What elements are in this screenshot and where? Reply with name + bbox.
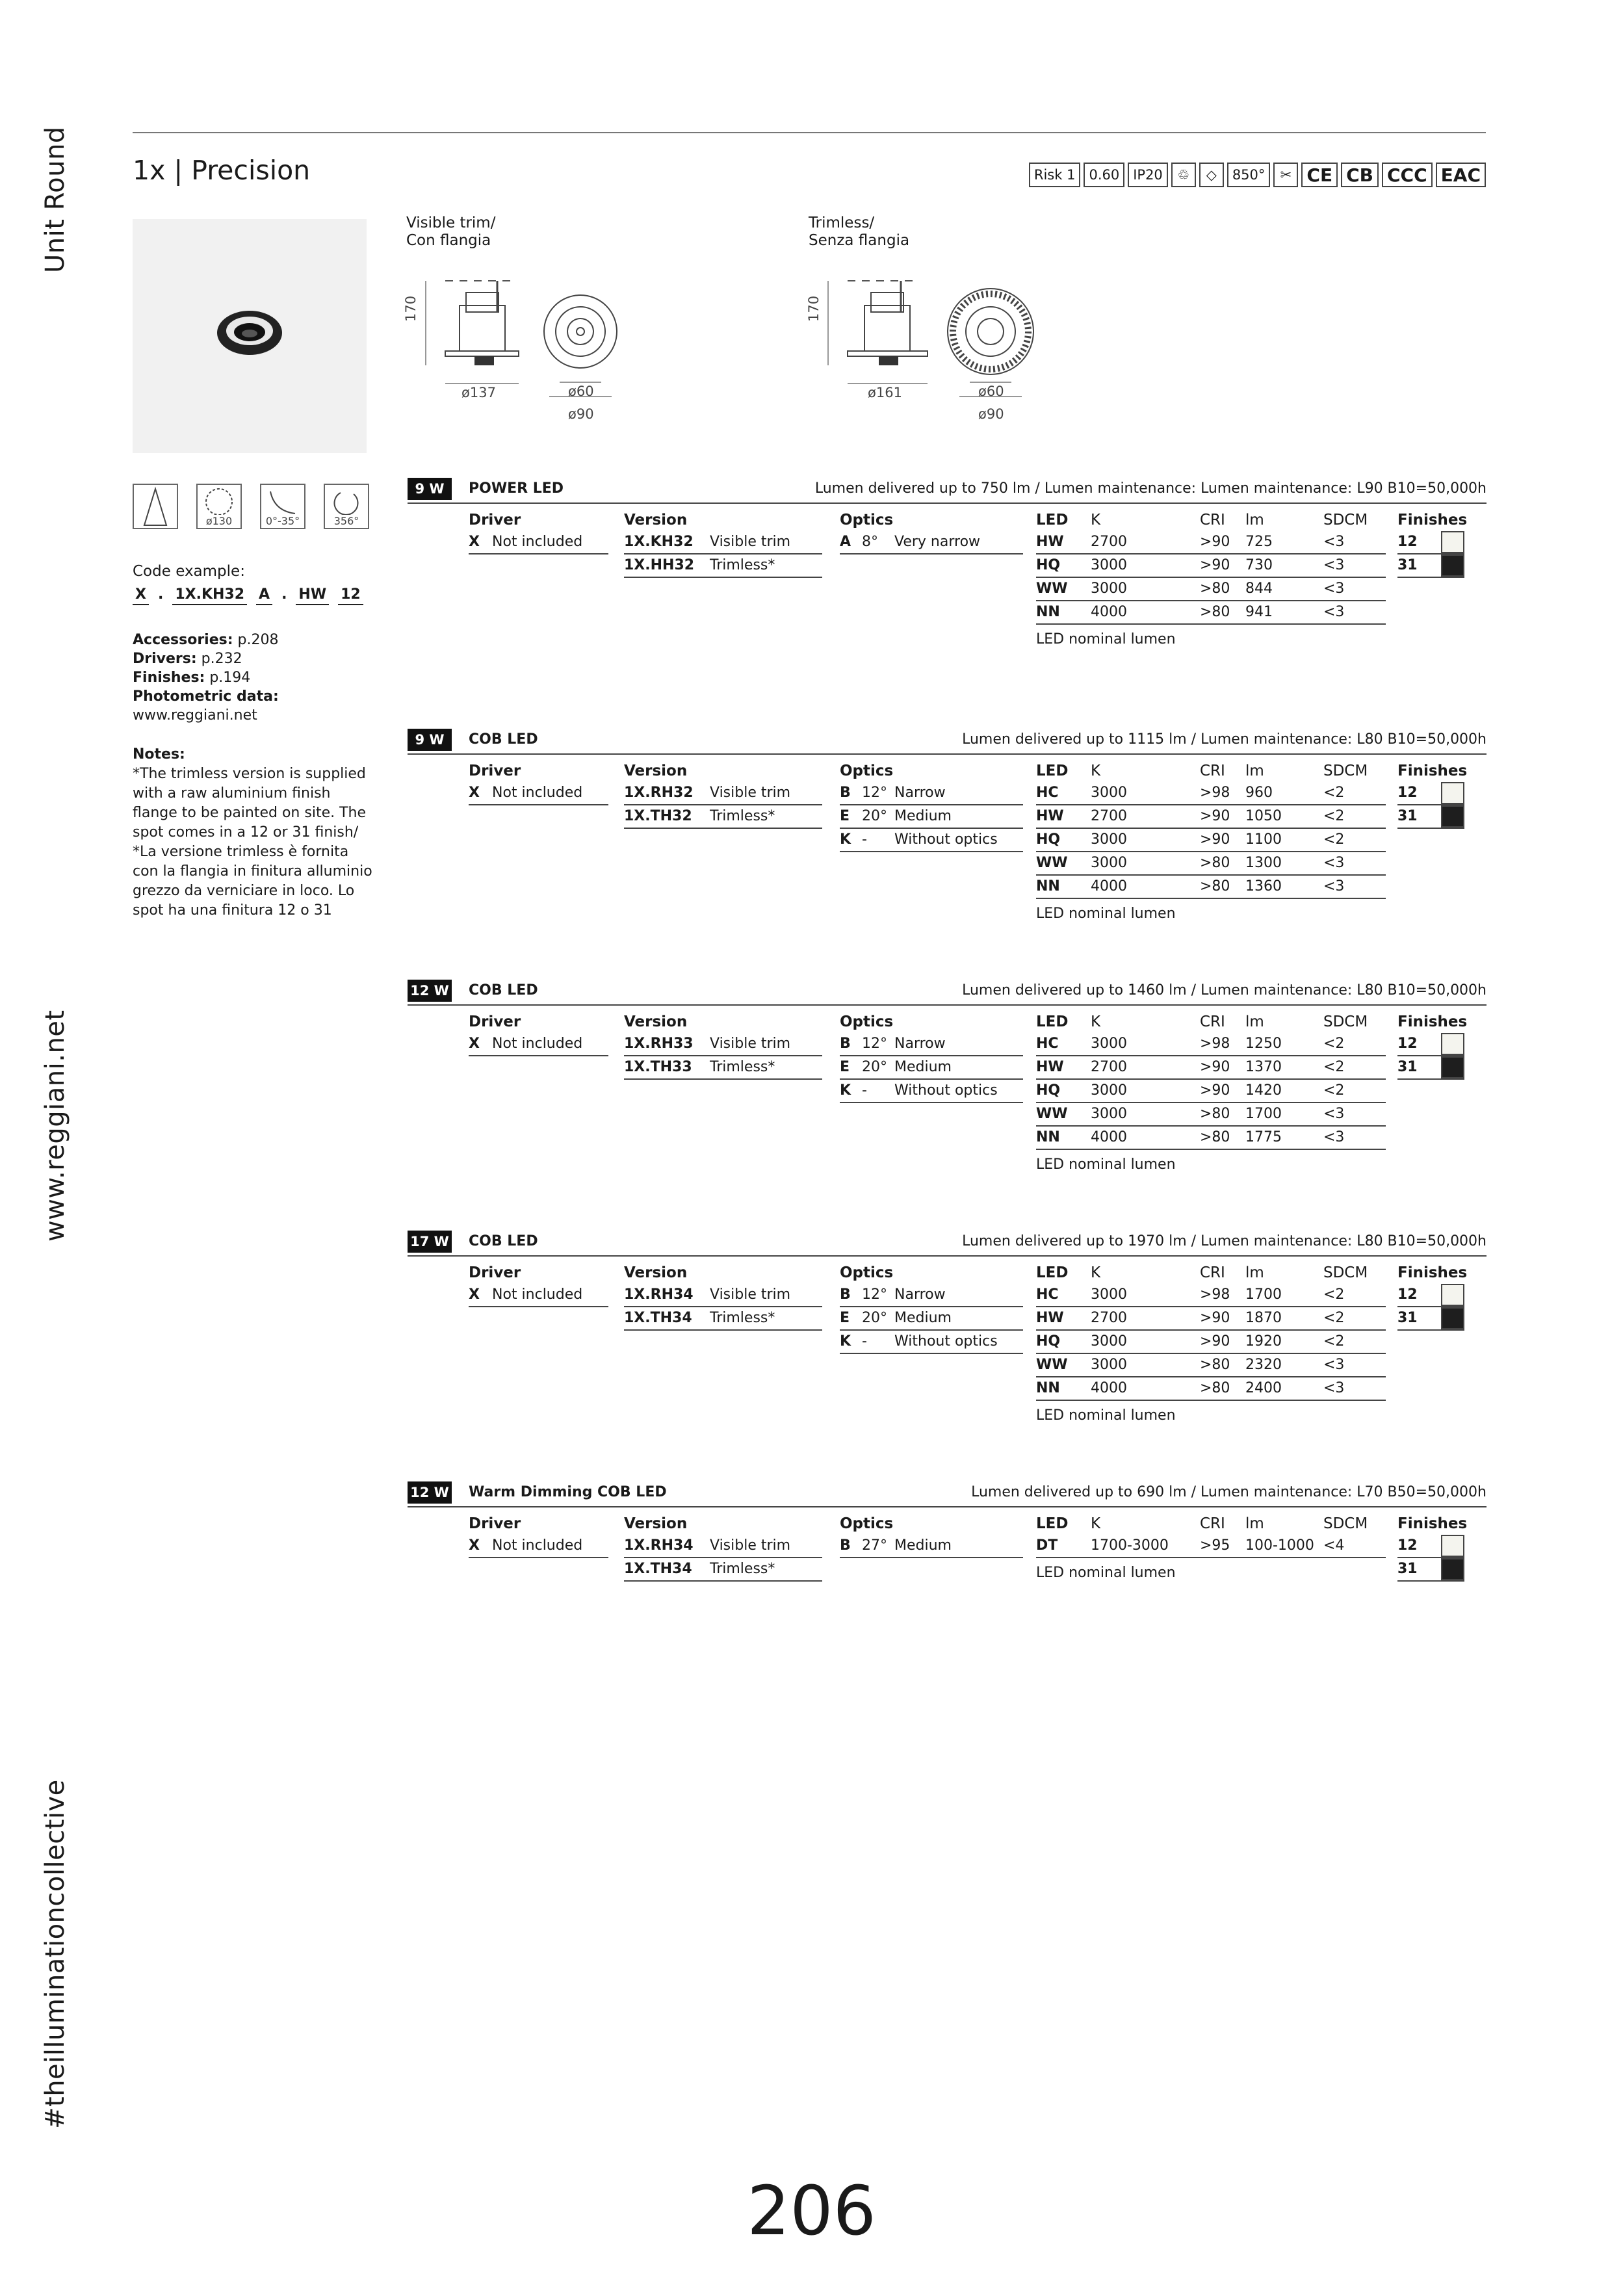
version-column bbox=[624, 509, 822, 578]
version-row: 1X.RH34 Visible trim bbox=[624, 1284, 822, 1307]
led-column bbox=[1036, 1011, 1386, 1173]
finish-swatch bbox=[1441, 805, 1464, 828]
trimless-label: Trimless/ Senza flangia bbox=[809, 215, 910, 249]
tl-diameter-dim: ø161 bbox=[868, 385, 902, 400]
led-column bbox=[1036, 1513, 1386, 1581]
vt-height-dim: 170 bbox=[403, 295, 419, 322]
led-row: WW 3000 >80 1700 <3 bbox=[1036, 1103, 1386, 1127]
spotlight-image bbox=[133, 219, 367, 453]
driver-row: X Not included bbox=[469, 782, 608, 805]
led-type: COB LED bbox=[469, 982, 538, 998]
finish-row: 12 bbox=[1397, 531, 1464, 554]
finishes-column bbox=[1397, 1513, 1468, 1582]
finish-swatch bbox=[1441, 1033, 1464, 1055]
led-row: HQ 3000 >90 1920 <2 bbox=[1036, 1331, 1386, 1354]
finishes-header: Finishes bbox=[1397, 1264, 1468, 1281]
code-part: 12 bbox=[338, 586, 363, 605]
certification-icon: ✂ bbox=[1273, 163, 1298, 187]
led-row: NN 4000 >80 1775 <3 bbox=[1036, 1127, 1386, 1150]
nominal-lumen-note: LED nominal lumen bbox=[1036, 1565, 1176, 1581]
version-row: 1X.TH33 Trimless* bbox=[624, 1056, 822, 1080]
driver-column bbox=[469, 1262, 608, 1307]
driver-column bbox=[469, 1513, 608, 1558]
visible-trim-label: Visible trim/ Con flangia bbox=[406, 215, 496, 249]
led-row: WW 3000 >80 844 <3 bbox=[1036, 578, 1386, 601]
certification-icons bbox=[1029, 163, 1486, 187]
optics-column bbox=[840, 1513, 1023, 1558]
driver-column bbox=[469, 509, 608, 554]
tl-front-dim: ø60 bbox=[978, 384, 1004, 399]
led-header-row: LED K CRI lm SDCM bbox=[1036, 512, 1368, 528]
optics-column bbox=[840, 509, 1023, 554]
version-row: 1X.RH32 Visible trim bbox=[624, 782, 822, 805]
optics-header: Optics bbox=[840, 1264, 894, 1281]
code-example bbox=[133, 586, 363, 605]
finishes-header: Finishes bbox=[1397, 1013, 1468, 1030]
led-row: HC 3000 >98 1700 <2 bbox=[1036, 1284, 1386, 1307]
driver-row: X Not included bbox=[469, 1284, 608, 1307]
certification-icon: CE bbox=[1301, 163, 1338, 187]
version-row: 1X.RH33 Visible trim bbox=[624, 1033, 822, 1056]
driver-header: Driver bbox=[469, 512, 521, 528]
pictogram-row bbox=[133, 484, 369, 529]
vt-cut-dim: ø90 bbox=[568, 406, 594, 422]
version-row: 1X.TH34 Trimless* bbox=[624, 1558, 822, 1582]
led-row: WW 3000 >80 2320 <3 bbox=[1036, 1354, 1386, 1377]
led-row: NN 4000 >80 941 <3 bbox=[1036, 601, 1386, 625]
optics-row: E 20° Medium bbox=[840, 1307, 1023, 1331]
finish-row: 31 bbox=[1397, 1307, 1464, 1331]
finish-row: 12 bbox=[1397, 1033, 1464, 1056]
wattage-badge: 12 W bbox=[408, 1481, 452, 1504]
led-row: DT 1700-3000 >95 100-1000 <4 bbox=[1036, 1535, 1386, 1558]
driver-header: Driver bbox=[469, 1013, 521, 1030]
certification-icon: CCC bbox=[1382, 163, 1433, 187]
optics-row: K - Without optics bbox=[840, 829, 1023, 852]
finish-swatch bbox=[1441, 1558, 1464, 1580]
code-part: A bbox=[256, 586, 272, 605]
version-header: Version bbox=[624, 763, 688, 779]
lumen-info: Lumen delivered up to 1115 lm / Lumen maintenance: L80 B10=50,000h bbox=[962, 731, 1487, 748]
led-type: Warm Dimming COB LED bbox=[469, 1484, 667, 1500]
led-type: POWER LED bbox=[469, 480, 564, 497]
led-row: NN 4000 >80 1360 <3 bbox=[1036, 876, 1386, 899]
led-header-row: LED K CRI lm SDCM bbox=[1036, 1013, 1368, 1030]
notes-block: Notes: *The trimless version is supplied with a raw aluminium finish flange to be painted on site. The spot comes in a 12 or 31 finish/ *La versione trimless è fornita con la flangia in finitura alluminio grezzo da verniciare in loco. Lo spot ha una finitura 12 o 31 bbox=[133, 746, 372, 919]
finish-row: 12 bbox=[1397, 1284, 1464, 1307]
wattage-badge: 17 W bbox=[408, 1231, 452, 1253]
code-part: HW bbox=[296, 586, 329, 605]
optics-header: Optics bbox=[840, 763, 894, 779]
certification-icon: IP20 bbox=[1128, 163, 1168, 187]
led-row: HQ 3000 >90 730 <3 bbox=[1036, 554, 1386, 578]
lumen-info: Lumen delivered up to 1460 lm / Lumen maintenance: L80 B10=50,000h bbox=[962, 982, 1487, 998]
led-row: HW 2700 >90 1870 <2 bbox=[1036, 1307, 1386, 1331]
version-header: Version bbox=[624, 512, 688, 528]
sidebar-category: Unit Round bbox=[40, 126, 70, 273]
certification-icon: ♲ bbox=[1171, 163, 1196, 187]
driver-header: Driver bbox=[469, 1264, 521, 1281]
code-part: . bbox=[157, 586, 164, 603]
tl-height-dim: 170 bbox=[806, 295, 822, 322]
finish-swatch bbox=[1441, 1307, 1464, 1329]
finishes-column bbox=[1397, 509, 1468, 578]
version-column bbox=[624, 1262, 822, 1331]
driver-column bbox=[469, 1011, 608, 1056]
led-type: COB LED bbox=[469, 1233, 538, 1249]
led-row: NN 4000 >80 2400 <3 bbox=[1036, 1377, 1386, 1401]
led-header-row: LED K CRI lm SDCM bbox=[1036, 763, 1368, 779]
cutout-diameter-icon: ø130 bbox=[196, 484, 242, 529]
optics-column bbox=[840, 760, 1023, 852]
driver-header: Driver bbox=[469, 763, 521, 779]
optics-row: B 27° Medium bbox=[840, 1535, 1023, 1558]
lumen-info: Lumen delivered up to 1970 lm / Lumen maintenance: L80 B10=50,000h bbox=[962, 1233, 1487, 1249]
led-column bbox=[1036, 1262, 1386, 1424]
vt-front-dim: ø60 bbox=[568, 384, 594, 399]
nominal-lumen-note: LED nominal lumen bbox=[1036, 1407, 1176, 1424]
vt-diameter-dim: ø137 bbox=[461, 385, 496, 400]
led-row: WW 3000 >80 1300 <3 bbox=[1036, 852, 1386, 876]
page-number: 206 bbox=[747, 2171, 876, 2250]
led-row: HC 3000 >98 1250 <2 bbox=[1036, 1033, 1386, 1056]
driver-row: X Not included bbox=[469, 1033, 608, 1056]
led-row: HW 2700 >90 1050 <2 bbox=[1036, 805, 1386, 829]
version-row: 1X.RH34 Visible trim bbox=[624, 1535, 822, 1558]
version-column bbox=[624, 760, 822, 829]
certification-icon: 0.60 bbox=[1084, 163, 1124, 187]
version-header: Version bbox=[624, 1515, 688, 1532]
optics-header: Optics bbox=[840, 512, 894, 528]
certification-icon: EAC bbox=[1436, 163, 1486, 187]
led-row: HQ 3000 >90 1420 <2 bbox=[1036, 1080, 1386, 1103]
tl-cut-dim: ø90 bbox=[978, 406, 1004, 422]
sidebar-hashtag: #theilluminationcollective bbox=[40, 1779, 70, 2129]
wattage-badge: 9 W bbox=[408, 478, 452, 500]
led-row: HW 2700 >90 725 <3 bbox=[1036, 531, 1386, 554]
optics-row: K - Without optics bbox=[840, 1331, 1023, 1354]
code-example-label: Code example: bbox=[133, 563, 245, 580]
wattage-badge: 12 W bbox=[408, 980, 452, 1002]
driver-header: Driver bbox=[469, 1515, 521, 1532]
optics-row: E 20° Medium bbox=[840, 1056, 1023, 1080]
finish-row: 31 bbox=[1397, 805, 1464, 829]
optics-row: B 12° Narrow bbox=[840, 782, 1023, 805]
optics-column bbox=[840, 1011, 1023, 1103]
code-part: X bbox=[133, 586, 149, 605]
code-part: . bbox=[281, 586, 287, 603]
finish-row: 12 bbox=[1397, 1535, 1464, 1558]
driver-column bbox=[469, 760, 608, 805]
wattage-badge: 9 W bbox=[408, 729, 452, 751]
finishes-header: Finishes bbox=[1397, 763, 1468, 779]
beam-angle-icon bbox=[133, 484, 178, 529]
finish-swatch bbox=[1441, 1056, 1464, 1078]
optics-header: Optics bbox=[840, 1013, 894, 1030]
led-column bbox=[1036, 760, 1386, 922]
version-row: 1X.TH32 Trimless* bbox=[624, 805, 822, 829]
led-column bbox=[1036, 509, 1386, 647]
led-row: HW 2700 >90 1370 <2 bbox=[1036, 1056, 1386, 1080]
info-block: Accessories: p.208 Drivers: p.232 Finishes: p.194 Photometric data: www.reggiani.net bbox=[133, 632, 279, 724]
lumen-info: Lumen delivered up to 690 lm / Lumen maintenance: L70 B50=50,000h bbox=[971, 1484, 1487, 1500]
certification-icon: CB bbox=[1341, 163, 1379, 187]
finish-swatch bbox=[1441, 554, 1464, 577]
driver-row: X Not included bbox=[469, 531, 608, 554]
tilt-angle-icon: 0°-35° bbox=[260, 484, 305, 529]
finishes-column bbox=[1397, 760, 1468, 829]
finish-swatch bbox=[1441, 1284, 1464, 1306]
led-header-row: LED K CRI lm SDCM bbox=[1036, 1515, 1368, 1532]
certification-icon: Risk 1 bbox=[1029, 163, 1081, 187]
page-title: 1x | Precision bbox=[133, 155, 311, 186]
lumen-info: Lumen delivered up to 750 lm / Lumen maintenance: Lumen maintenance: L90 B10=50,000h bbox=[814, 480, 1487, 497]
led-row: HC 3000 >98 960 <2 bbox=[1036, 782, 1386, 805]
version-column bbox=[624, 1011, 822, 1080]
nominal-lumen-note: LED nominal lumen bbox=[1036, 906, 1176, 922]
led-row: HQ 3000 >90 1100 <2 bbox=[1036, 829, 1386, 852]
nominal-lumen-note: LED nominal lumen bbox=[1036, 1156, 1176, 1173]
certification-icon: ◇ bbox=[1199, 163, 1224, 187]
finish-row: 12 bbox=[1397, 782, 1464, 805]
optics-row: E 20° Medium bbox=[840, 805, 1023, 829]
optics-row: B 12° Narrow bbox=[840, 1284, 1023, 1307]
code-part: 1X.KH32 bbox=[172, 586, 247, 605]
optics-column bbox=[840, 1262, 1023, 1354]
finishes-column bbox=[1397, 1262, 1468, 1331]
sidebar-website[interactable]: www.reggiani.net bbox=[40, 1010, 70, 1242]
visible-trim-drawing bbox=[406, 273, 627, 423]
version-header: Version bbox=[624, 1013, 688, 1030]
finish-swatch bbox=[1441, 531, 1464, 553]
finish-row: 31 bbox=[1397, 1056, 1464, 1080]
driver-row: X Not included bbox=[469, 1535, 608, 1558]
rotation-icon: 356° bbox=[324, 484, 369, 529]
optics-row: K - Without optics bbox=[840, 1080, 1023, 1103]
nominal-lumen-note: LED nominal lumen bbox=[1036, 631, 1176, 647]
version-column bbox=[624, 1513, 822, 1582]
led-header-row: LED K CRI lm SDCM bbox=[1036, 1264, 1368, 1281]
finishes-column bbox=[1397, 1011, 1468, 1080]
version-header: Version bbox=[624, 1264, 688, 1281]
optics-row: A 8° Very narrow bbox=[840, 531, 1023, 554]
product-photo bbox=[133, 219, 367, 453]
version-row: 1X.KH32 Visible trim bbox=[624, 531, 822, 554]
version-row: 1X.TH34 Trimless* bbox=[624, 1307, 822, 1331]
led-type: COB LED bbox=[469, 731, 538, 748]
finish-swatch bbox=[1441, 1535, 1464, 1557]
finishes-header: Finishes bbox=[1397, 1515, 1468, 1532]
optics-row: B 12° Narrow bbox=[840, 1033, 1023, 1056]
finish-swatch bbox=[1441, 782, 1464, 804]
optics-header: Optics bbox=[840, 1515, 894, 1532]
version-row: 1X.HH32 Trimless* bbox=[624, 554, 822, 578]
finish-row: 31 bbox=[1397, 1558, 1464, 1582]
header-rule bbox=[133, 132, 1486, 133]
trimless-drawing bbox=[809, 273, 1043, 423]
photometric-link[interactable]: www.reggiani.net bbox=[133, 707, 257, 724]
finishes-header: Finishes bbox=[1397, 512, 1468, 528]
finish-row: 31 bbox=[1397, 554, 1464, 578]
certification-icon: 850° bbox=[1227, 163, 1271, 187]
